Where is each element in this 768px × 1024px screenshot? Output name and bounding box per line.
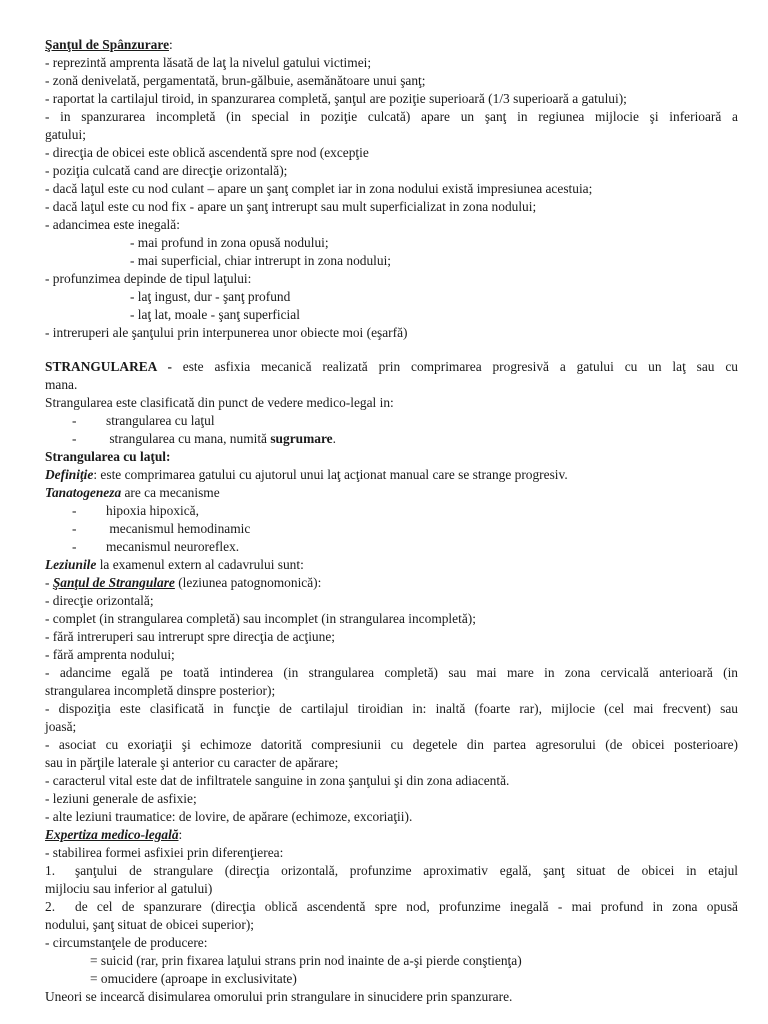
list-item-period: .	[332, 431, 336, 446]
text-line: - raportat la cartilajul tiroid, in spanzurarea completă, şanţul are poziţie superioară (1/3 superioară a gatului);	[45, 91, 627, 106]
text-line-indented: - laţ ingust, dur - şanţ profund	[130, 289, 291, 304]
text-line: - alte leziuni traumatice: de lovire, de apărare (echimoze, excoriaţii).	[45, 809, 413, 824]
text-line-indented: - mai superficial, chiar intrerupt in zona nodului;	[130, 253, 392, 268]
heading-text: Şanţul de Spânzurare	[45, 37, 170, 52]
list-dash: -	[72, 503, 77, 518]
text-line: - complet (in strangularea completă) sau incomplet (in strangularea incompletă);	[45, 611, 476, 626]
leziunile-label: Leziunile	[45, 557, 97, 572]
list-item-text: hipoxia hipoxică,	[106, 503, 199, 518]
text-line: gatului;	[45, 127, 86, 142]
text-line: - stabilirea formei asfixiei prin diferenţierea:	[45, 845, 284, 860]
text-line: mijlociu sau inferior al gatului)	[45, 881, 213, 896]
heading-santul-spanzurare	[45, 36, 738, 54]
list-dash: -	[72, 431, 77, 446]
text-line: Uneori se incearcă disimularea omorului prin strangulare in sinucidere prin spanzurare.	[45, 989, 513, 1004]
tanatogeneza-label: Tanatogeneza	[45, 485, 122, 500]
text-line: - caracterul vital este dat de infiltratele sanguine in zona şanţului şi din zona adiacentă.	[45, 773, 510, 788]
numbered-item	[45, 862, 738, 880]
list-dash: -	[72, 521, 77, 536]
text-line: strangularea incompletă dinspre posterior);	[45, 683, 276, 698]
list-item	[72, 520, 738, 538]
definitie-label: Definiţie	[45, 467, 94, 482]
heading-strangularea: STRANGULAREA -	[45, 359, 183, 374]
list-item-text: mecanismul hemodinamic	[106, 521, 251, 536]
list-dash: -	[72, 413, 77, 428]
text-line: - dacă laţul este cu nod culant – apare un şanţ complet iar in zona nodului există impresiunea acestuia;	[45, 181, 593, 196]
leziunile-line	[45, 556, 738, 574]
expertiza-heading	[45, 826, 738, 844]
list-dash: -	[72, 539, 77, 554]
strangularea-definition	[45, 358, 738, 376]
text-line: - in spanzurarea incompletă (in special in poziţie culcată) apare un şanţ in regiunea mijlocie şi inferioară a	[45, 109, 738, 124]
list-item-text: strangularea cu mana, numită	[106, 431, 271, 446]
santul-strangulare-line	[45, 574, 738, 592]
numbered-item-text: şanţului de strangulare (direcţia orizontală, profunzime aproximativ egală, şanţ situat de obicei in etajul	[75, 863, 738, 878]
expertiza-colon: :	[178, 827, 183, 842]
text-line: nodului, şanţ situat de obicei superior);	[45, 917, 254, 932]
text-line: - poziţia culcată cand are direcţie orizontală);	[45, 163, 288, 178]
definitie-text: : este comprimarea gatului cu ajutorul unui laţ acţionat manual care se strange progresiv.	[93, 467, 568, 482]
santul-strangulare-label: Şanţul de Strangulare	[52, 575, 175, 590]
text-line-indented: = omucidere (aproape in exclusivitate)	[90, 971, 297, 986]
text-line: - direcţia de obicei este oblică ascendentă spre nod (excepţie	[45, 145, 369, 160]
definitie-line	[45, 466, 738, 484]
tanatogeneza-line	[45, 484, 738, 502]
item-number: 2.	[45, 899, 56, 914]
text-line: - circumstanţele de producere:	[45, 935, 208, 950]
santul-strangulare-text: (leziunea patognomonică):	[174, 575, 322, 590]
text-line: mana.	[45, 377, 78, 392]
list-item	[72, 430, 738, 448]
list-item	[72, 412, 738, 430]
santul-prefix: -	[45, 575, 53, 590]
subheading-strangularea-latul: Strangularea cu laţul:	[45, 449, 171, 464]
list-item	[72, 502, 738, 520]
text-line: - intreruperi ale şanţului prin interpunerea unor obiecte moi (eşarfă)	[45, 325, 408, 340]
heading-colon: :	[169, 37, 173, 52]
text-line: - adancimea este inegală:	[45, 217, 180, 232]
list-item-text: mecanismul neuroreflex.	[106, 539, 240, 554]
text-line: - asociat cu exoriaţii şi echimoze datorită compresiunii cu degetele din partea agresorului (de obicei posterioare)	[45, 737, 738, 752]
list-item-text: strangularea cu laţul	[106, 413, 215, 428]
text-line: - dispoziţia este clasificată in funcţie de cartilajul tiroidian in: inaltă (foarte rar), mijlocie (cel mai frecvent) sau	[45, 701, 738, 716]
text-line: - adancime egală pe toată intinderea (in strangularea completă) sau mai mare in zona cervicală anterioară (in	[45, 665, 738, 680]
text-line: - profunzimea depinde de tipul laţului:	[45, 271, 252, 286]
leziunile-text: la examenul extern al cadavrului sunt:	[96, 557, 304, 572]
text-line: - reprezintă amprenta lăsată de laţ la nivelul gatului victimei;	[45, 55, 372, 70]
text-line: - fără intreruperi sau intrerupt spre direcţia de acţiune;	[45, 629, 335, 644]
item-number: 1.	[45, 863, 56, 878]
text-line: Strangularea este clasificată din punct de vedere medico-legal in:	[45, 395, 394, 410]
text-line-indented: - mai profund in zona opusă nodului;	[130, 235, 329, 250]
list-item	[72, 538, 738, 556]
text-line: joasă;	[45, 719, 77, 734]
text-line: - zonă denivelată, pergamentată, brun-gălbuie, asemănătoare unui şanţ;	[45, 73, 426, 88]
expertiza-label: Expertiza medico-legală	[45, 827, 179, 842]
numbered-item	[45, 898, 738, 916]
text-line: - direcţie orizontală;	[45, 593, 154, 608]
text-line: - leziuni generale de asfixie;	[45, 791, 197, 806]
text-line-indented: = suicid (rar, prin fixarea laţului strans prin nod inainte de a-şi pierde conştienţa)	[90, 953, 522, 968]
text-line: - dacă laţul este cu nod fix - apare un şanţ intrerupt sau mult superficializat in zona nodului;	[45, 199, 537, 214]
text-line-indented: - laţ lat, moale - şanţ superficial	[130, 307, 300, 322]
sugrumare-term: sugrumare	[270, 431, 333, 446]
definition-text: este asfixia mecanică realizată prin comprimarea progresivă a gatului cu un laţ sau cu	[182, 359, 738, 374]
text-line: sau in părţile laterale şi anterior cu caracter de apărare;	[45, 755, 339, 770]
tanatogeneza-text: are ca mecanisme	[121, 485, 220, 500]
numbered-item-text: de cel de spanzurare (direcţia oblică ascendentă spre nod, profunzime inegală - mai profund in zona opusă	[75, 899, 738, 914]
text-line: - fără amprenta nodului;	[45, 647, 175, 662]
